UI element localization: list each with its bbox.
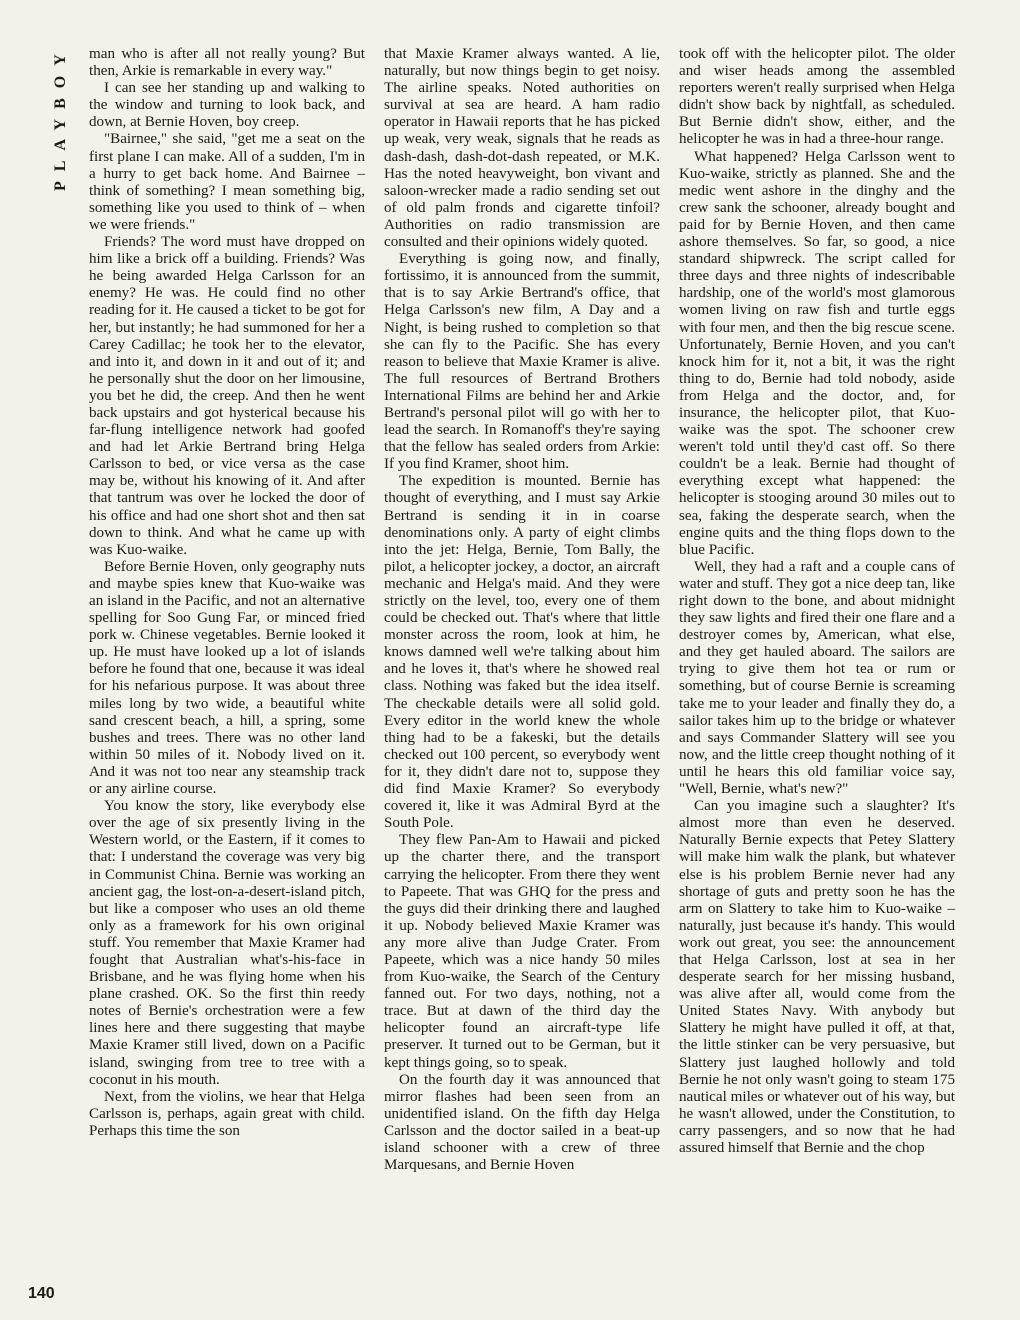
text-column-2 [384, 46, 660, 1174]
paragraph: Before Bernie Hoven, only geography nuts and maybe spies knew that Kuo-waike was an island in the Pacific, and not an alternative spelling for Soo Gung Far, or minced fried pork w. Chinese vegetables. Bernie looked it up. He must have looked up a lot of islands before he found that one, because it was ideal for his nefarious purpose. It was about three miles long by two wide, a beautiful white sand crescent beach, a hill, a spring, some bushes and trees. There was no other land within 50 miles of it. Nobody lived on it. And it was not too near any steamship track or any airline course. [89, 558, 365, 798]
paragraph: Friends? The word must have dropped on him like a brick off a building. Friends? Was he being awarded Helga Carlsson for an enemy? He was. He could find no other reading for it. He caused a ticket to be got for her, but instantly; he had summoned for her a Carey Cadillac; he took her to the elevator, and into it, and down in it and out of it; and he personally shut the door on her limousine, you bet he did, the creep. And then he went back upstairs and got hysterical because his far-flung intelligence network had goofed and had let Arkie Bertrand bring Helga Carlsson to bed, or vice versa as the case may be, without his knowing of it. And after that tantrum was over he locked the door of his office and had one short shot and then sat down to think. And what he came up with was Kuo-waike. [89, 234, 365, 558]
paragraph: took off with the helicopter pilot. The older and wiser heads among the assembled reporters weren't really surprised when Helga didn't show back by nightfall, as scheduled. But Bernie didn't show, either, and the helicopter he was in had a three-hour range. [679, 46, 955, 148]
page-number: 140 [28, 1285, 55, 1302]
text-column-1 [89, 46, 365, 1140]
text-column-3 [679, 46, 955, 1157]
paragraph: What happened? Helga Carlsson went to Kuo-waike, strictly as planned. She and the medic went ashore in the dinghy and the crew sank the schooner, already bought and paid for by Bernie Hoven, and then came ashore themselves. So far, so good, a nice standard shipwreck. The script called for three days and three nights of indescribable hardship, one of the world's most glamorous women living on raw fish and turtle eggs with four men, and then the big rescue scene. Unfortunately, Bernie Hoven, and you can't knock him for it, not a bit, it was the right thing to do, Bernie had told nobody, aside from Helga and the doctor, and, for insurance, the helicopter pilot, that Kuo-waike was the spot. The schooner crew weren't told until they'd cast off. So there couldn't be a leak. Bernie had thought of everything except what happened: the helicopter is stooging around 30 miles out to sea, faking the desperate search, when the engine quits and the thing flops down to the blue Pacific. [679, 148, 955, 558]
masthead: PLAYBOY [52, 44, 69, 192]
paragraph: You know the story, like everybody else over the age of six presently living in the Western world, or the Eastern, if it comes to that: I understand the coverage was very big in Communist China. Bernie was working an ancient gag, the lost-on-a-desert-island pitch, but like a composer who uses an old theme only as a framework for his own original stuff. You remember that Maxie Kramer had fought that Australian what's-his-face in Brisbane, and he was flying home when his plane crashed. OK. So the first thin reedy notes of Bernie's orchestration were a few lines here and there suggesting that maybe Maxie Kramer still lived, down on a Pacific island, swinging from tree to tree with a coconut in his mouth. [89, 798, 365, 1088]
paragraph: Everything is going now, and finally, fortissimo, it is announced from the summit, that is to say Arkie Bertrand's office, that Helga Carlsson's new film, A Day and a Night, is being rushed to completion so that she can fly to the Pacific. She has every reason to believe that Maxie Kramer is alive. The full resources of Bertrand Brothers International Films are behind her and Arkie Bertrand's personal pilot will go with her to lead the search. In Romanoff's they're saying that the fellow has sealed orders from Arkie: If you find Kramer, shoot him. [384, 251, 660, 473]
paragraph: Well, they had a raft and a couple cans of water and stuff. They got a nice deep tan, like right down to the bone, and about midnight they saw lights and fired their one flare and a destroyer comes by, American, what else, and they get hauled aboard. The sailors are trying to give them hot tea or rum or something, but of course Bernie is screaming take me to your leader and finally they do, a sailor takes him up to the bridge or whatever and says Commander Slattery will see you now, and the little creep thought nothing of it until he hears this old familiar voice say, "Well, Bernie, what's new?" [679, 558, 955, 798]
paragraph: I can see her standing up and walking to the window and turning to look back, and down, at Bernie Hoven, boy creep. [89, 80, 365, 131]
paragraph: The expedition is mounted. Bernie has thought of everything, and I must say Arkie Bertrand is sending it in in coarse denominations only. A party of eight climbs into the jet: Helga, Bernie, Tom Bally, the pilot, a helicopter jockey, a doctor, an aircraft mechanic and Helga's maid. And they were strictly on the level, too, every one of them could be checked out. That's where that little monster across the room, look at him, he knows damned well we're talking about him and he loves it, that's where he showed real class. Nothing was faked but the idea itself. The checkable details were all solid gold. Every editor in the world knew the whole thing had to be a fakeski, but the details checked out 100 percent, so everybody went for it, they didn't dare not to, suppose they did find Maxie Kramer? So everybody covered it, like it was Admiral Byrd at the South Pole. [384, 473, 660, 832]
paragraph: On the fourth day it was announced that mirror flashes had been seen from an unidentified island. On the fifth day Helga Carlsson and the doctor sailed in a beat-up island schooner with a crew of three Marquesans, and Bernie Hoven [384, 1071, 660, 1174]
paragraph: that Maxie Kramer always wanted. A lie, naturally, but now things begin to get noisy. The airline speaks. Noted authorities on survival at sea are heard. A ham radio operator in Hawaii reports that he has picked up weak, very weak, signals that he reads as dash-dash, dash-dot-dash repeated, or M.K. Has the noted heavyweight, bon vivant and saloon-wrecker made a radio sending set out of old palm fronds and cigarette tinfoil? Authorities on radio transmission are consulted and their opinions widely quoted. [384, 46, 660, 251]
paragraph: They flew Pan-Am to Hawaii and picked up the charter there, and the transport carrying the helicopter. From there they went to Papeete. That was GHQ for the press and the guys did their drinking there and laughed it up. Nobody believed Maxie Kramer was any more alive than Judge Crater. From Papeete, which was a nice handy 50 miles from Kuo-waike, the Search of the Century fanned out. For two days, nothing, not a trace. But at dawn of the third day the helicopter found an aircraft-type life preserver. It turned out to be German, but it kept things going, so to speak. [384, 832, 660, 1071]
paragraph: "Bairnee," she said, "get me a seat on the first plane I can make. All of a sudden, I'm in a hurry to get back home. And Bairnee – think of something? I mean something big, something like you used to think of – when we were friends." [89, 131, 365, 233]
paragraph: Can you imagine such a slaughter? It's almost more than even he deserved. Naturally Bernie expects that Petey Slattery will make him walk the plank, but whatever else is his problem Bernie never had any shortage of guts and pretty soon he has the arm on Slattery to take him to Kuo-waike – naturally, just because it's handy. This would work out great, you see: the announcement that Helga Carlsson, lost at sea in her desperate search for her missing husband, was alive after all, would come from the United States Navy. With anybody but Slattery he might have pulled it off, at that, the little stinker can be very persuasive, but Slattery just laughed hollowly and told Bernie he not only wasn't going to steam 175 nautical miles or whatever out of his way, but he wasn't allowed, under the Constitution, to carry passengers, and so now that he had assured himself that Bernie and the chop [679, 798, 955, 1156]
paragraph: Next, from the violins, we hear that Helga Carlsson is, perhaps, again great with child. Perhaps this time the son [89, 1088, 365, 1139]
paragraph: man who is after all not really young? But then, Arkie is remarkable in every way." [89, 46, 365, 80]
